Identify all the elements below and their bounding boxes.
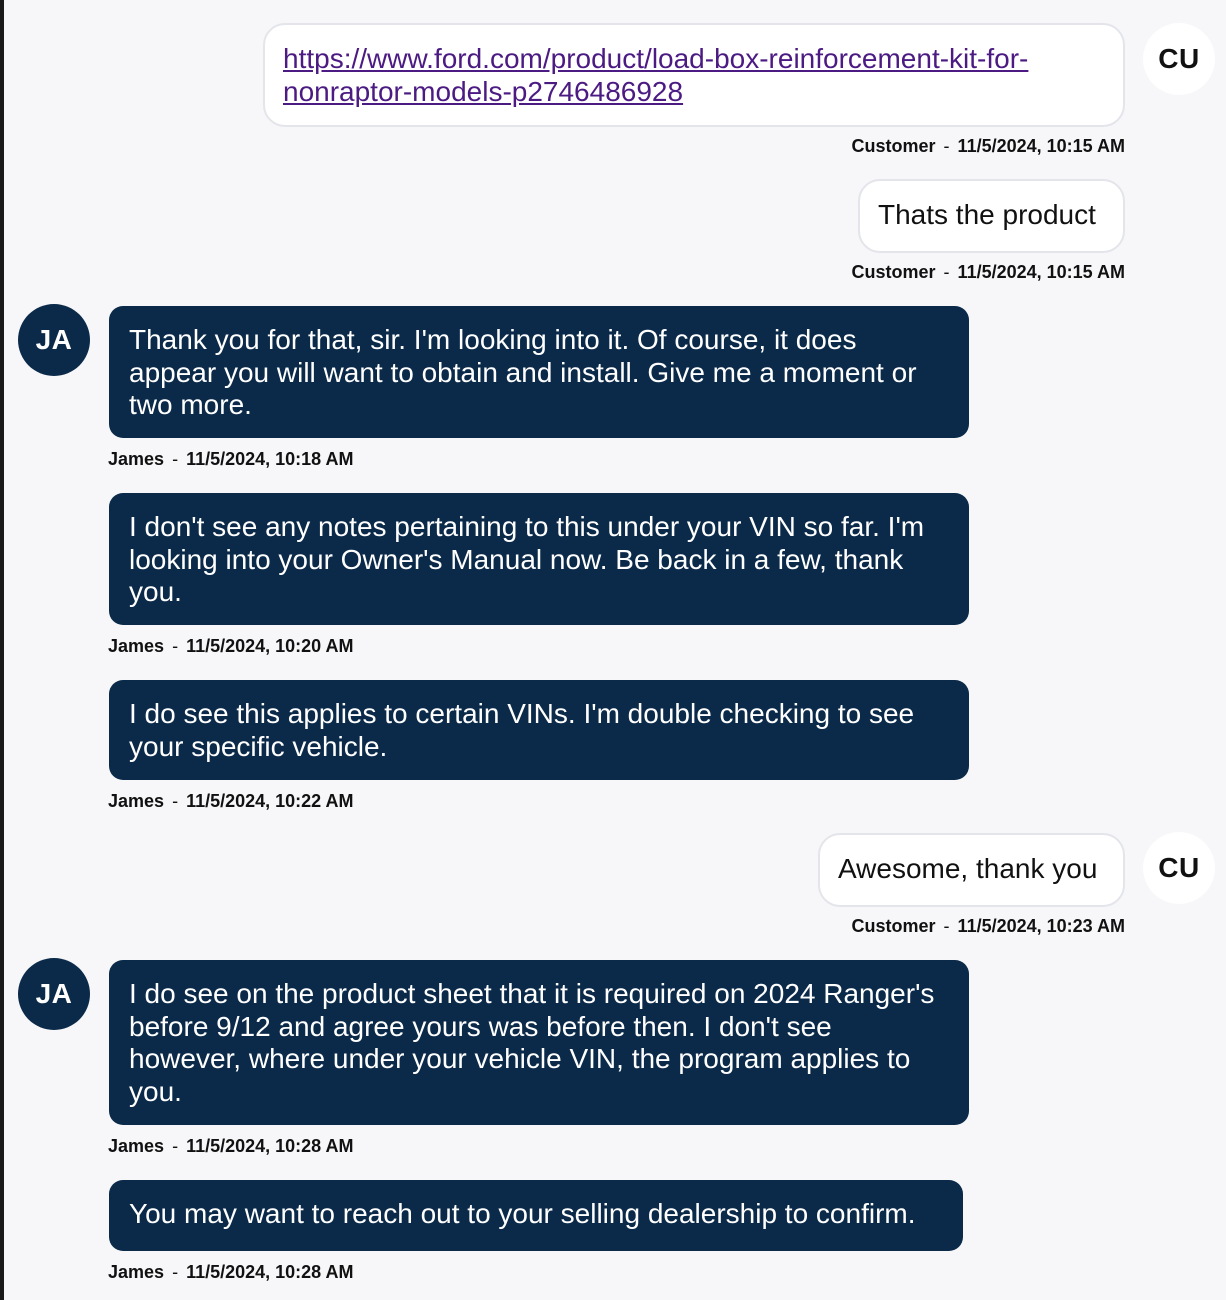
message-timestamp: 11/5/2024, 10:18 AM	[186, 449, 354, 469]
message-meta	[108, 636, 354, 657]
message-text: I do see this applies to certain VINs. I'm double checking to see your specific vehicle.	[129, 698, 915, 762]
product-link[interactable]: https://www.ford.com/product/load-box-reinforcement-kit-for- nonraptor-models-p2746486928	[283, 43, 1029, 107]
message-meta	[852, 136, 1125, 157]
meta-separator: -	[943, 916, 950, 936]
message-meta	[108, 1136, 354, 1157]
customer-message-bubble	[818, 833, 1125, 907]
message-author: James	[108, 791, 165, 811]
message-text: I do see on the product sheet that it is required on 2024 Ranger's before 9/12 and agree yours was before then. I don't see however, where under your vehicle VIN, the program applies to you.	[129, 978, 935, 1107]
message-author: James	[108, 1262, 165, 1282]
agent-message-bubble	[109, 1180, 963, 1251]
message-text: Awesome, thank you	[838, 853, 1098, 884]
meta-separator: -	[172, 449, 179, 469]
message-text: Thats the product	[878, 199, 1096, 230]
message-author: James	[108, 449, 165, 469]
meta-separator: -	[943, 136, 950, 156]
customer-message-bubble	[858, 179, 1125, 253]
message-timestamp: 11/5/2024, 10:22 AM	[186, 791, 354, 811]
message-meta	[852, 916, 1125, 937]
message-timestamp: 11/5/2024, 10:15 AM	[957, 136, 1125, 156]
agent-message-bubble	[109, 960, 969, 1125]
message-author: James	[108, 636, 165, 656]
message-timestamp: 11/5/2024, 10:20 AM	[186, 636, 354, 656]
agent-avatar: JA	[18, 958, 90, 1030]
message-meta	[852, 262, 1125, 283]
meta-separator: -	[172, 1262, 179, 1282]
message-timestamp: 11/5/2024, 10:23 AM	[957, 916, 1125, 936]
meta-separator: -	[943, 262, 950, 282]
message-author: Customer	[851, 262, 936, 282]
message-meta	[108, 449, 354, 470]
message-text: Thank you for that, sir. I'm looking into it. Of course, it does appear you will want to obtain and install. Give me a moment or two more.	[129, 324, 917, 420]
meta-separator: -	[172, 636, 179, 656]
message-text: You may want to reach out to your selling dealership to confirm.	[129, 1198, 916, 1229]
agent-message-bubble	[109, 680, 969, 780]
message-author: Customer	[851, 136, 936, 156]
meta-separator: -	[172, 791, 179, 811]
customer-avatar: CU	[1143, 23, 1215, 95]
message-timestamp: 11/5/2024, 10:15 AM	[957, 262, 1125, 282]
agent-message-bubble	[109, 306, 969, 438]
customer-message-bubble	[263, 23, 1125, 127]
message-text: I don't see any notes pertaining to this under your VIN so far. I'm looking into your Owner's Manual now. Be back in a few, thank you.	[129, 511, 925, 607]
message-timestamp: 11/5/2024, 10:28 AM	[186, 1262, 354, 1282]
message-author: Customer	[851, 916, 936, 936]
agent-avatar: JA	[18, 304, 90, 376]
message-meta	[108, 791, 354, 812]
meta-separator: -	[172, 1136, 179, 1156]
message-meta	[108, 1262, 354, 1283]
message-author: James	[108, 1136, 165, 1156]
agent-message-bubble	[109, 493, 969, 625]
message-timestamp: 11/5/2024, 10:28 AM	[186, 1136, 354, 1156]
customer-avatar: CU	[1143, 832, 1215, 904]
